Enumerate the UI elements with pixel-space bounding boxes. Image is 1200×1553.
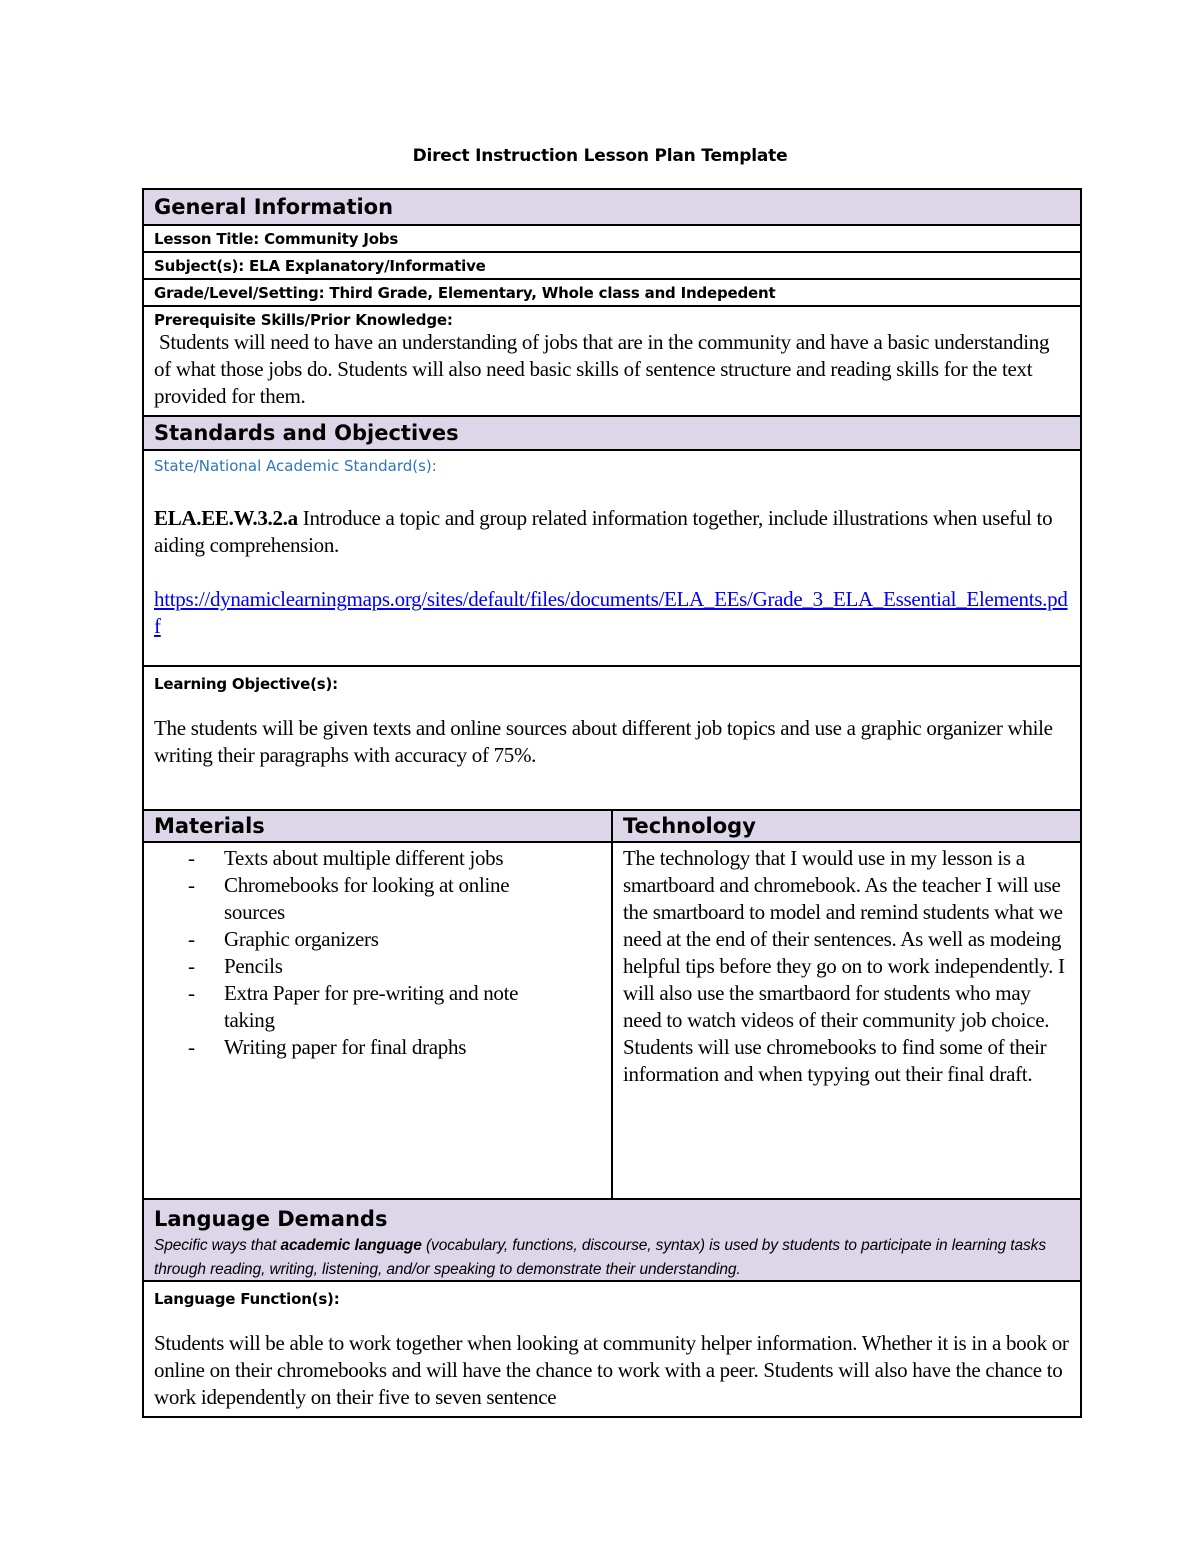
grade-level-setting: Grade/Level/Setting: Third Grade, Elementary, Whole class and Indepedent xyxy=(154,283,776,302)
academic-language-term: academic language xyxy=(280,1237,422,1254)
technology-header-text: Technology xyxy=(623,814,756,838)
language-demands-title: Language Demands xyxy=(154,1207,388,1231)
subjects-row xyxy=(144,253,1080,280)
language-demands-description: Specific ways that academic language (vocabulary, functions, discourse, syntax) is used by students to participate in learning tasks through reading, writing, listening, and/or speaking to demonstrate their understanding. xyxy=(154,1237,1051,1278)
standards-header-text: Standards and Objectives xyxy=(154,421,459,445)
standard-code: ELA.EE.W.3.2.a xyxy=(154,506,298,530)
standards-header xyxy=(144,417,1080,451)
standard-label: State/National Academic Standard(s): xyxy=(154,457,437,475)
materials-list xyxy=(144,845,611,1061)
materials-item: - Writing paper for final draphs xyxy=(188,1034,571,1061)
materials-item: - Chromebooks for looking at online sources xyxy=(188,872,571,926)
language-demands-header xyxy=(144,1200,1080,1282)
objective-label: Learning Objective(s): xyxy=(154,675,338,693)
objective-row xyxy=(144,667,1080,811)
lesson-plan-table xyxy=(142,188,1082,1418)
prereq-row xyxy=(144,307,1080,417)
technology-text: The technology that I would use in my lesson is a smartboard and chromebook. As the teacher I will use the smartboard to model and remind students what we need at the end of their sentences. As well as modeing helpful tips before they go on to work independently. I will also use the smartbaord for students who may need to watch videos of their community job choice. Students will use chromebooks to find some of their information and when typying out their final draft. xyxy=(623,846,1065,1086)
prereq-text: Students will need to have an understanding of jobs that are in the community and have a basic understanding of what those jobs do. Students will also need basic skills of sentence structure and reading skills for the text provided for them. xyxy=(154,330,1055,408)
standard-text: Introduce a topic and group related information together, include illustrations when useful to aiding comprehension. xyxy=(154,506,1058,557)
standards-row xyxy=(144,451,1080,667)
subjects: Subject(s): ELA Explanatory/Informative xyxy=(154,256,486,275)
materials-column xyxy=(144,811,613,1198)
materials-item: - Extra Paper for pre-writing and note taking xyxy=(188,980,571,1034)
materials-technology-row xyxy=(144,811,1080,1200)
general-info-header xyxy=(144,190,1080,226)
lesson-title-row xyxy=(144,226,1080,253)
materials-item: - Texts about multiple different jobs xyxy=(188,845,571,872)
technology-header xyxy=(613,811,1080,843)
language-function-label: Language Function(s): xyxy=(154,1290,340,1308)
general-info-header-text: General Information xyxy=(154,195,394,219)
materials-header-text: Materials xyxy=(154,814,265,838)
prereq-label: Prerequisite Skills/Prior Knowledge: xyxy=(154,311,453,329)
standard-statement xyxy=(154,505,1070,559)
objective-text: The students will be given texts and online sources about different job topics and use a graphic organizer while writing their paragraphs with accuracy of 75%. xyxy=(154,716,1053,767)
grade-row xyxy=(144,280,1080,307)
language-function-text: Students will be able to work together when looking at community helper information. Whether it is in a book or online on their chromebooks and will have the chance to work with a peer. Students will also have the chance to work idependently on their five to seven sentence xyxy=(154,1331,1069,1409)
standard-link-wrap xyxy=(154,586,1070,640)
language-function-row xyxy=(144,1282,1080,1416)
document-title: Direct Instruction Lesson Plan Template xyxy=(412,146,788,166)
materials-item: - Pencils xyxy=(188,953,571,980)
materials-item: - Graphic organizers xyxy=(188,926,571,953)
technology-column xyxy=(613,811,1080,1198)
lesson-title: Lesson Title: Community Jobs xyxy=(154,229,399,248)
materials-header xyxy=(144,811,611,843)
standard-link[interactable]: https://dynamiclearningmaps.org/sites/default/files/documents/ELA_EEs/Grade_3_ELA_Essential_Elements.pdf xyxy=(154,587,1068,638)
